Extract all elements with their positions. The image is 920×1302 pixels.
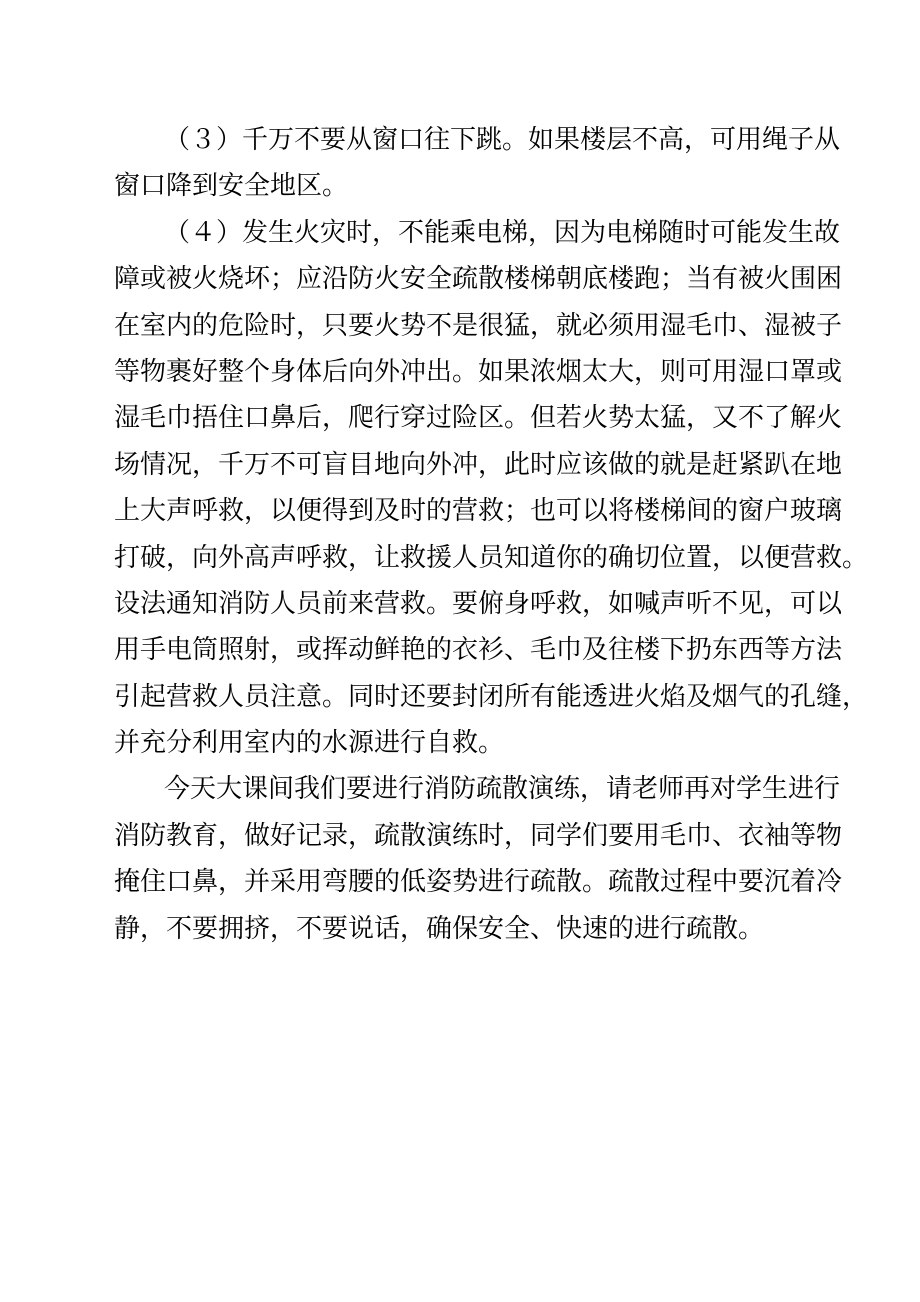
paragraph-4 bbox=[114, 210, 869, 767]
paragraph-line: 场情况，千万不可盲目地向外冲，此时应该做的就是赶紧趴在地 bbox=[114, 449, 843, 480]
paragraph-line: 上大声呼救，以便得到及时的营救；也可以将楼梯间的窗户玻璃 bbox=[114, 496, 843, 527]
document-body bbox=[114, 117, 869, 952]
paragraph-3 bbox=[114, 117, 841, 210]
paragraph-line: 等物裹好整个身体后向外冲出。如果浓烟太大，则可用湿口罩或 bbox=[114, 356, 843, 387]
paragraph-line: 打破，向外高声呼救，让救援人员知道你的确切位置，以便营救。 bbox=[114, 542, 869, 573]
paragraph-line: 设法通知消防人员前来营救。要俯身呼救，如喊声听不见，可以 bbox=[114, 588, 843, 619]
paragraph-line: （３）千万不要从窗口往下跳。如果楼层不高，可用绳子从 bbox=[164, 125, 841, 155]
paragraph-line: 在室内的危险时，只要火势不是很猛，就必须用湿毛巾、湿被子 bbox=[114, 310, 843, 341]
paragraph-line: 窗口降到安全地区。 bbox=[114, 171, 349, 202]
paragraph-line: 引起营救人员注意。同时还要封闭所有能透进火焰及烟气的孔缝， bbox=[114, 681, 869, 712]
paragraph-line: 掩住口鼻，并采用弯腰的低姿势进行疏散。疏散过程中要沉着冷 bbox=[114, 867, 843, 898]
paragraph-line: 用手电筒照射，或挥动鲜艳的衣衫、毛巾及往楼下扔东西等方法 bbox=[114, 635, 843, 666]
paragraph-line: 湿毛巾捂住口鼻后，爬行穿过险区。但若火势太猛，又不了解火 bbox=[114, 403, 843, 434]
paragraph-line: 静，不要拥挤，不要说话，确保安全、快速的进行疏散。 bbox=[114, 913, 765, 944]
paragraph-line: （４）发生火灾时，不能乘电梯，因为电梯随时可能发生故 bbox=[164, 217, 841, 248]
paragraph-line: 并充分利用室内的水源进行自救。 bbox=[114, 728, 505, 759]
paragraph-5 bbox=[114, 766, 843, 952]
paragraph-line: 障或被火烧坏；应沿防火安全疏散楼梯朝底楼跑；当有被火围困 bbox=[114, 264, 843, 295]
paragraph-line: 今天大课间我们要进行消防疏散演练，请老师再对学生进行 bbox=[164, 774, 841, 805]
paragraph-line: 消防教育，做好记录，疏散演练时，同学们要用毛巾、衣袖等物 bbox=[114, 820, 843, 851]
